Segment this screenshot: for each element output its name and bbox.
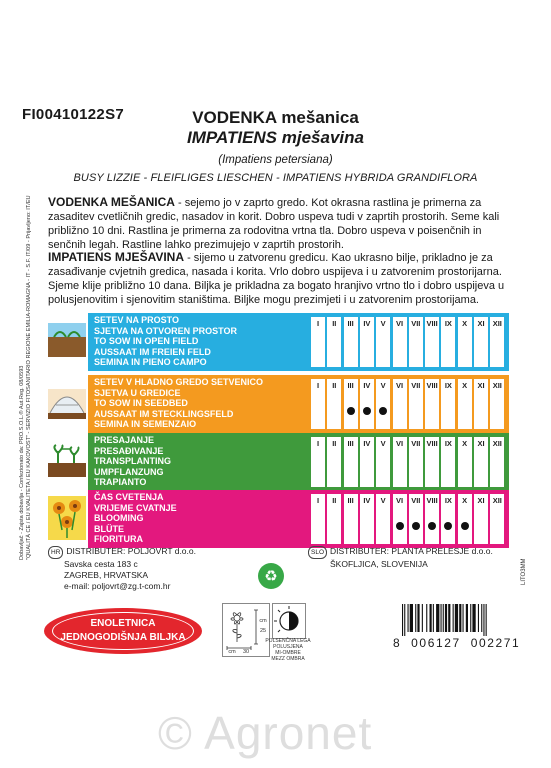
month-cell bbox=[327, 494, 341, 544]
month-label: VIII bbox=[426, 319, 438, 328]
calendar-label: AUSSAAT IM STECKLINGSFELD bbox=[94, 408, 234, 419]
month-label: VI bbox=[395, 496, 404, 505]
month-active-dot bbox=[412, 522, 420, 530]
calendar-band bbox=[46, 490, 509, 548]
month-cell bbox=[441, 437, 455, 487]
product-title-sl bbox=[0, 108, 551, 128]
month-cell bbox=[360, 437, 374, 487]
calendar-label: TO SOW IN SEEDBED bbox=[94, 398, 188, 409]
month-label: II bbox=[332, 319, 337, 328]
barcode-first-digit: 8 bbox=[393, 636, 402, 650]
barcode-bar bbox=[483, 604, 484, 636]
calendar-labels bbox=[94, 377, 263, 430]
distributor-hr bbox=[48, 546, 196, 592]
month-label: X bbox=[462, 319, 468, 328]
month-cell bbox=[311, 437, 325, 487]
country-tag-hr: HR bbox=[48, 546, 63, 559]
barcode-bar bbox=[478, 604, 479, 632]
month-label: VIII bbox=[426, 381, 438, 390]
month-cell bbox=[474, 379, 488, 429]
month-label: IX bbox=[444, 496, 452, 505]
barcode-bar bbox=[430, 604, 432, 632]
barcode-bar bbox=[410, 604, 413, 632]
month-active-dot bbox=[428, 522, 436, 530]
distributor-city: ŠKOFLJICA, SLOVENIJA bbox=[330, 559, 428, 569]
calendar-label: UMPFLANZUNG bbox=[94, 466, 164, 477]
barcode-left-digits: 006127 bbox=[411, 636, 461, 650]
month-label: II bbox=[332, 439, 337, 448]
month-label: XII bbox=[492, 496, 502, 505]
barcode-bar bbox=[433, 604, 434, 632]
month-cell bbox=[327, 317, 341, 367]
month-cell bbox=[393, 317, 407, 367]
distributor-slo bbox=[308, 546, 493, 570]
description-hr-head: IMPATIENS MJEŠAVINA bbox=[48, 250, 185, 264]
month-cell bbox=[425, 494, 439, 544]
description-hr-line: Sjeme klije približno 10 dana. Biljka je prikladna za bogato hranjivo vrtno tlo i dobro uspijeva u bbox=[48, 280, 505, 292]
side-legal-text bbox=[6, 120, 32, 560]
month-cell bbox=[360, 494, 374, 544]
month-label: VI bbox=[395, 381, 404, 390]
watermark: © Agronet bbox=[158, 707, 373, 759]
barcode-bar bbox=[481, 604, 482, 632]
side-text-line-1: Dobavljač - Zajsta dobavlja - Confezionato da: PRO.S.O.L.® Aut.Reg. 08/0593 bbox=[19, 365, 25, 560]
month-label: II bbox=[332, 496, 337, 505]
month-label: XI bbox=[477, 439, 485, 448]
month-active-dot bbox=[363, 407, 371, 415]
month-label: VII bbox=[411, 319, 421, 328]
month-cell bbox=[393, 437, 407, 487]
month-cell bbox=[376, 379, 390, 429]
month-label: X bbox=[462, 381, 468, 390]
month-cell bbox=[344, 317, 358, 367]
distributor-street: Savska cesta 183 c bbox=[64, 559, 138, 569]
calendar-label: PRESAJANJE bbox=[94, 435, 155, 445]
month-label: XI bbox=[477, 319, 485, 328]
calendar-label: FIORITURA bbox=[94, 534, 143, 545]
month-label: VII bbox=[411, 381, 421, 390]
calendar-illustration bbox=[46, 490, 88, 548]
month-label: VI bbox=[395, 439, 404, 448]
calendar-label: ČAS CVETENJA bbox=[94, 492, 164, 502]
month-cell bbox=[425, 317, 439, 367]
month-grid bbox=[311, 437, 507, 487]
barcode-bar bbox=[448, 604, 450, 632]
month-label: IV bbox=[363, 496, 371, 505]
month-cell bbox=[376, 494, 390, 544]
month-label: VIII bbox=[426, 439, 438, 448]
month-label: II bbox=[332, 381, 337, 390]
month-cell bbox=[360, 317, 374, 367]
month-cell bbox=[425, 437, 439, 487]
barcode-bar bbox=[417, 604, 419, 632]
month-label: III bbox=[347, 496, 354, 505]
month-cell bbox=[474, 494, 488, 544]
spacing-value: 30 bbox=[242, 649, 250, 655]
plant-height-spacing-icon bbox=[222, 603, 270, 657]
product-name: VODENKA bbox=[192, 108, 277, 127]
month-label: IV bbox=[363, 381, 371, 390]
month-label: III bbox=[347, 381, 354, 390]
product-variety: mešanica bbox=[281, 108, 359, 127]
product-name-latin: IMPATIENS bbox=[186, 128, 278, 147]
month-cell bbox=[490, 437, 504, 487]
lito-code bbox=[521, 545, 533, 585]
light-label-line: POLSENČNA LEGA bbox=[265, 638, 311, 644]
calendar-band bbox=[46, 313, 509, 371]
barcode bbox=[400, 604, 528, 636]
month-cell bbox=[441, 317, 455, 367]
month-label: V bbox=[380, 439, 386, 448]
recycle-icon: ♻ bbox=[258, 563, 284, 589]
barcode-bar bbox=[436, 604, 439, 632]
month-label: XII bbox=[492, 439, 502, 448]
month-cell bbox=[490, 317, 504, 367]
description-sl: VODENKA MEŠANICA - sejemo jo v zaprto gredo. Kot okrasna rastlina je primerna za zasaditev cvetličnih gredic, nasadov in korit. Dobro uspeva tudi v zaprtih prostorih. Seme kali približno 10 dni. Rastlina je primerna za rodovitna vrtna tla. Dobro uspeva v poisenčnih in senčnih legah. Rastline lahko prezimujejo v zaprtih prostorih. bbox=[48, 195, 508, 252]
barcode-bar bbox=[486, 604, 487, 636]
month-active-dot bbox=[461, 522, 469, 530]
month-cell bbox=[311, 379, 325, 429]
month-label: X bbox=[462, 439, 468, 448]
barcode-bar bbox=[402, 604, 403, 636]
badge-line-2: JEDNOGODIŠNJA BILJKA bbox=[60, 632, 186, 643]
distributor-email: e-mail: poljovrt@zg.t-com.hr bbox=[64, 581, 171, 591]
month-cell bbox=[409, 317, 423, 367]
month-cell bbox=[490, 379, 504, 429]
month-label: I bbox=[316, 319, 320, 328]
month-cell bbox=[311, 494, 325, 544]
height-unit: cm bbox=[259, 618, 267, 624]
barcode-bar bbox=[408, 604, 409, 632]
month-label: XII bbox=[492, 381, 502, 390]
description-sl-line: senčnih legah. Rastline lahko prezimujejo v zaprtih prostorih. bbox=[48, 239, 344, 251]
description-hr: IMPATIENS MJEŠAVINA - sijemo u zatvorenu gredicu. Kao ukrasno bilje, prikladno je za zasađivanje cvjetnih gredica, nasada i korita. Vrlo dobro uspijeva i u zatvorenim prostorijarna. Sjeme klije približno 10 dana. Biljka je prikladna za bogato hranjivo vrtno tlo i dobro uspijeva u polusjenovitim i sjenovitim staništima. Biljke mogu prezimjeti i u zatvorenim prostorijama. bbox=[48, 250, 508, 307]
calendar-label: PRESAĐIVANJE bbox=[94, 445, 164, 456]
barcode-bar bbox=[470, 604, 471, 632]
calendar-band bbox=[46, 433, 509, 491]
barcode-bar bbox=[463, 604, 464, 632]
month-label: V bbox=[380, 496, 386, 505]
description-hr-line: zasađivanje cvjetnih gredica, nasada i korita. Vrlo dobro uspijeva i u zatvorenim prostorijarna. bbox=[48, 266, 502, 278]
light-label-line: POLUSJENA bbox=[273, 644, 303, 650]
distributor-company: POLJOVRT d.o.o. bbox=[127, 546, 196, 556]
month-cell bbox=[344, 437, 358, 487]
distributor-city: ZAGREB, HRVATSKA bbox=[64, 570, 149, 580]
month-cell bbox=[409, 494, 423, 544]
barcode-bar bbox=[459, 604, 461, 632]
month-label: I bbox=[316, 381, 320, 390]
month-active-dot bbox=[379, 407, 387, 415]
calendar-label: VRIJEME CVATNJE bbox=[94, 502, 177, 513]
month-cell bbox=[458, 437, 472, 487]
month-label: I bbox=[316, 439, 320, 448]
calendar-labels bbox=[94, 492, 177, 545]
calendar-labels bbox=[94, 435, 171, 488]
calendar-label: SEMINA IN SEMENZAIO bbox=[94, 419, 197, 430]
month-cell bbox=[458, 494, 472, 544]
month-cell bbox=[344, 379, 358, 429]
month-cell bbox=[311, 317, 325, 367]
product-title-hr bbox=[0, 128, 551, 148]
calendar-band bbox=[46, 375, 509, 433]
month-label: IV bbox=[363, 439, 371, 448]
botanical-name: (Impatiens petersiana) bbox=[218, 154, 333, 166]
barcode-bar bbox=[422, 604, 423, 632]
spacing-unit: cm bbox=[228, 649, 236, 655]
month-label: V bbox=[380, 319, 386, 328]
light-label-line: MI-OMBRE bbox=[275, 650, 301, 656]
country-tag-slo: SLO bbox=[308, 546, 327, 559]
month-cell bbox=[327, 437, 341, 487]
barcode-bar bbox=[426, 604, 427, 632]
barcode-bar bbox=[472, 604, 475, 632]
month-label: VI bbox=[395, 319, 404, 328]
month-cell bbox=[327, 379, 341, 429]
month-grid bbox=[311, 379, 507, 429]
description-sl-line: zasaditev cvetličnih gredic, nasadov in korit. Dobro uspeva tudi v zaprtih prostorih. Seme kali bbox=[48, 211, 500, 223]
month-label: IV bbox=[363, 319, 371, 328]
barcode-bar bbox=[415, 604, 416, 632]
barcode-bar bbox=[441, 604, 442, 632]
calendar-label: TRAPIANTO bbox=[94, 477, 147, 488]
month-label: III bbox=[347, 319, 354, 328]
calendar-label: TRANSPLANTING bbox=[94, 456, 171, 467]
calendar-label: BLÜTE bbox=[94, 523, 124, 534]
barcode-bar bbox=[443, 604, 444, 632]
month-cell bbox=[376, 437, 390, 487]
description-sl-line: sejemo jo v zaprto gredo. Kot okrasna rastlina je primerna za bbox=[184, 197, 482, 209]
month-cell bbox=[458, 317, 472, 367]
month-label: VII bbox=[411, 439, 421, 448]
distributor-company: PLANTA PRELESJE d.o.o. bbox=[391, 546, 493, 556]
month-cell bbox=[474, 437, 488, 487]
barcode-bar bbox=[453, 604, 454, 632]
month-label: IX bbox=[444, 319, 452, 328]
month-label: X bbox=[462, 496, 468, 505]
month-grid bbox=[311, 317, 507, 367]
month-label: XI bbox=[477, 496, 485, 505]
barcode-bar bbox=[455, 604, 458, 632]
calendar-label: SJETVA NA OTVOREN PROSTOR bbox=[94, 325, 238, 336]
month-label: I bbox=[316, 496, 320, 505]
month-cell bbox=[393, 494, 407, 544]
month-cell bbox=[393, 379, 407, 429]
month-cell bbox=[376, 317, 390, 367]
month-cell bbox=[344, 494, 358, 544]
month-cell bbox=[409, 379, 423, 429]
month-cell bbox=[360, 379, 374, 429]
calendar-illustration bbox=[46, 375, 88, 433]
calendar-label: SEMINA IN PIENO CAMPO bbox=[94, 357, 207, 368]
distributor-label: DISTRIBUTER: bbox=[66, 546, 126, 556]
month-active-dot bbox=[396, 522, 404, 530]
calendar-label: AUSSAAT IM FREIEN FELD bbox=[94, 346, 211, 357]
month-grid bbox=[311, 494, 507, 544]
calendar-label: SJETVA U GREDICE bbox=[94, 387, 181, 398]
month-label: VII bbox=[411, 496, 421, 505]
lito-code-text: LITO3MM bbox=[521, 558, 527, 585]
month-cell bbox=[458, 379, 472, 429]
other-names: BUSY LIZZIE - FLEIFLIGES LIESCHEN - IMPATIENS HYBRIDA GRANDIFLORA bbox=[73, 172, 478, 184]
month-active-dot bbox=[347, 407, 355, 415]
description-hr-line: polusjenovitim i sjenovitim staništima. Biljke mogu prezimjeti i u zatvorenim prostorijama. bbox=[48, 294, 479, 306]
calendar-label: BLOOMING bbox=[94, 513, 144, 524]
badge-line-1: ENOLETNICA bbox=[90, 618, 156, 629]
annual-plant-badge bbox=[44, 608, 202, 654]
calendar-illustration bbox=[46, 433, 88, 491]
month-cell bbox=[441, 379, 455, 429]
month-cell bbox=[474, 317, 488, 367]
calendar-label: SETEV NA PROSTO bbox=[94, 315, 180, 325]
calendar-label: TO SOW IN OPEN FIELD bbox=[94, 336, 199, 347]
description-sl-line: približno 10 dni. Rastlina je primerna za rodovitna vrtna tla. Dobro uspeva v poisenčnih in bbox=[48, 225, 482, 237]
month-cell bbox=[490, 494, 504, 544]
description-hr-line: sijemo u zatvorenu gredicu. Kao ukrasno bilje, prikladno je za bbox=[193, 252, 493, 264]
product-variety-hr: mješavina bbox=[281, 128, 364, 147]
month-label: V bbox=[380, 381, 386, 390]
distributor-label: DISTRIBUTER: bbox=[330, 546, 390, 556]
light-label-line: MEZZ OMBRA bbox=[271, 656, 305, 662]
month-label: III bbox=[347, 439, 354, 448]
month-label: VIII bbox=[426, 496, 438, 505]
half-shade-icon bbox=[272, 603, 306, 639]
calendar-illustration bbox=[46, 313, 88, 371]
month-cell bbox=[409, 437, 423, 487]
barcode-right-digits: 002271 bbox=[470, 636, 521, 650]
month-label: XII bbox=[492, 319, 502, 328]
side-text-line-2: "QUALITÀ CE / EU KVALITETA / EU KAKOVOST" - SERVIZIO FITOSANITARIO REGIONE EMILIA-ROMAGNA - IT - S.F. IT/09 - Prijavljeno: IT/EU bbox=[26, 195, 32, 560]
calendar-label: SETEV V HLADNO GREDO SETVENICO bbox=[94, 377, 264, 387]
description-sl-head: VODENKA MEŠANICA bbox=[48, 195, 175, 209]
month-label: XI bbox=[477, 381, 485, 390]
barcode-bar bbox=[404, 604, 405, 636]
half-shade-label bbox=[264, 638, 312, 662]
month-cell bbox=[441, 494, 455, 544]
height-value: 25 bbox=[259, 628, 267, 634]
barcode-bar bbox=[466, 604, 468, 632]
month-label: IX bbox=[444, 439, 452, 448]
product-code: FI00410122S7 bbox=[22, 106, 125, 123]
barcode-number bbox=[393, 636, 533, 650]
month-label: IX bbox=[444, 381, 452, 390]
month-active-dot bbox=[444, 522, 452, 530]
barcode-bar bbox=[445, 604, 447, 632]
calendar-labels bbox=[94, 315, 237, 368]
month-cell bbox=[425, 379, 439, 429]
